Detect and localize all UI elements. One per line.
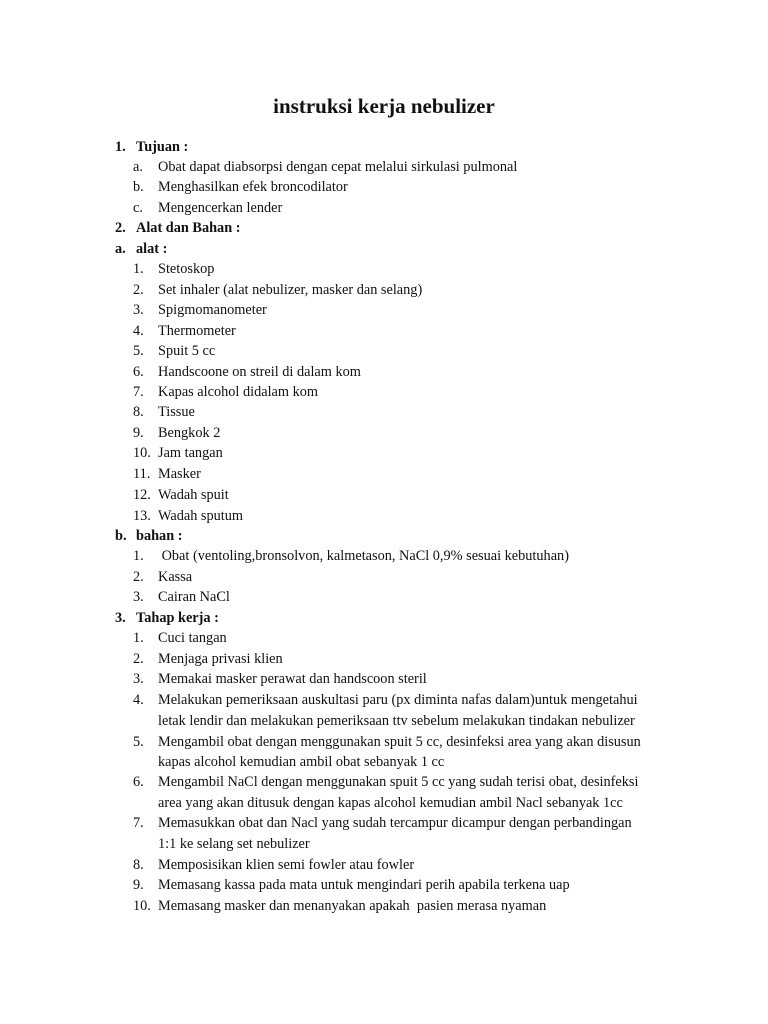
list-item-text: Mengambil obat dengan menggunakan spuit 5 cc, desinfeksi area yang akan disusun bbox=[158, 734, 641, 750]
list-marker: 12. bbox=[133, 487, 151, 503]
list-item-text: letak lendir dan melakukan pemeriksaan ttv sebelum melakukan tindakan nebulizer bbox=[158, 713, 635, 729]
list-marker: 3. bbox=[133, 302, 144, 318]
list-item-text: Mengambil NaCl dengan menggunakan spuit 5 cc yang sudah terisi obat, desinfeksi bbox=[158, 774, 639, 790]
list-marker: 2. bbox=[133, 651, 144, 667]
subsection-title: bahan : bbox=[136, 528, 183, 544]
list-marker: 7. bbox=[133, 384, 144, 400]
list-item-text: Bengkok 2 bbox=[158, 425, 221, 441]
list-marker: 10. bbox=[133, 898, 151, 914]
list-item-text: Jam tangan bbox=[158, 445, 223, 461]
list-marker: 8. bbox=[133, 404, 144, 420]
list-item-text: Obat (ventoling,bronsolvon, kalmetason, NaCl 0,9% sesuai kebutuhan) bbox=[158, 548, 569, 564]
list-item-text: Tissue bbox=[158, 404, 195, 420]
list-item-text: kapas alcohol kemudian ambil obat sebanyak 1 cc bbox=[158, 754, 445, 770]
list-item-text: Stetoskop bbox=[158, 261, 215, 277]
list-marker: b. bbox=[133, 179, 144, 195]
list-item-text: Menjaga privasi klien bbox=[158, 651, 283, 667]
document-title: instruksi kerja nebulizer bbox=[273, 94, 495, 118]
list-item-text: Handscoone on streil di dalam kom bbox=[158, 364, 361, 380]
list-marker: 9. bbox=[133, 877, 144, 893]
list-marker: 3. bbox=[133, 589, 144, 605]
list-item-text: Melakukan pemeriksaan auskultasi paru (px diminta nafas dalam)untuk mengetahui bbox=[158, 692, 638, 708]
list-marker: 6. bbox=[133, 774, 144, 790]
list-marker: c. bbox=[133, 200, 143, 216]
list-marker: 4. bbox=[133, 692, 144, 708]
subsection-letter: a. bbox=[115, 241, 126, 257]
list-marker: 9. bbox=[133, 425, 144, 441]
list-marker: 7. bbox=[133, 815, 144, 831]
subsection-title: alat : bbox=[136, 241, 168, 257]
subsection-letter: b. bbox=[115, 528, 127, 544]
list-item-text: Spuit 5 cc bbox=[158, 343, 216, 359]
list-marker: 2. bbox=[133, 569, 144, 585]
list-marker: 5. bbox=[133, 343, 144, 359]
list-item-text: 1:1 ke selang set nebulizer bbox=[158, 836, 310, 852]
list-item-text: Memasukkan obat dan Nacl yang sudah tercampur dicampur dengan perbandingan bbox=[158, 815, 632, 831]
list-item-text: Memasang kassa pada mata untuk mengindari perih apabila terkena uap bbox=[158, 877, 570, 893]
list-marker: 11. bbox=[133, 466, 151, 482]
section-number: 2. bbox=[115, 220, 126, 236]
list-item-text: Cairan NaCl bbox=[158, 589, 230, 605]
list-item-text: Wadah sputum bbox=[158, 508, 244, 524]
list-item-text: Set inhaler (alat nebulizer, masker dan selang) bbox=[158, 282, 423, 298]
section-number: 3. bbox=[115, 610, 126, 626]
list-item-text: area yang akan ditusuk dengan kapas alcohol kemudian ambil Nacl sebanyak 1cc bbox=[158, 795, 623, 811]
list-marker: 8. bbox=[133, 857, 144, 873]
list-marker: 1. bbox=[133, 548, 144, 564]
list-marker: 6. bbox=[133, 364, 144, 380]
list-marker: 10. bbox=[133, 445, 151, 461]
list-item-text: Mengencerkan lender bbox=[158, 200, 283, 216]
section-title: Tahap kerja : bbox=[136, 610, 219, 626]
list-item-text: Obat dapat diabsorpsi dengan cepat melalui sirkulasi pulmonal bbox=[158, 159, 518, 175]
list-marker: a. bbox=[133, 159, 143, 175]
section-number: 1. bbox=[115, 139, 126, 155]
list-marker: 1. bbox=[133, 261, 144, 277]
list-item-text: Kapas alcohol didalam kom bbox=[158, 384, 319, 400]
list-item-text: Spigmomanometer bbox=[158, 302, 267, 318]
list-item-text: Kassa bbox=[158, 569, 193, 585]
list-item-text: Masker bbox=[158, 466, 201, 482]
list-marker: 1. bbox=[133, 630, 144, 646]
section-title: Alat dan Bahan : bbox=[136, 220, 241, 236]
list-item-text: Cuci tangan bbox=[158, 630, 227, 646]
list-marker: 5. bbox=[133, 734, 144, 750]
list-marker: 3. bbox=[133, 671, 144, 687]
list-item-text: Memakai masker perawat dan handscoon steril bbox=[158, 671, 427, 687]
list-marker: 13. bbox=[133, 508, 151, 524]
list-item-text: Memasang masker dan menanyakan apakah pasien merasa nyaman bbox=[158, 898, 547, 914]
section-title: Tujuan : bbox=[136, 139, 189, 155]
list-marker: 2. bbox=[133, 282, 144, 298]
list-item-text: Thermometer bbox=[158, 323, 236, 339]
list-item-text: Menghasilkan efek broncodilator bbox=[158, 179, 348, 195]
list-item-text: Memposisikan klien semi fowler atau fowler bbox=[158, 857, 415, 873]
list-marker: 4. bbox=[133, 323, 144, 339]
list-item-text: Wadah spuit bbox=[158, 487, 229, 503]
